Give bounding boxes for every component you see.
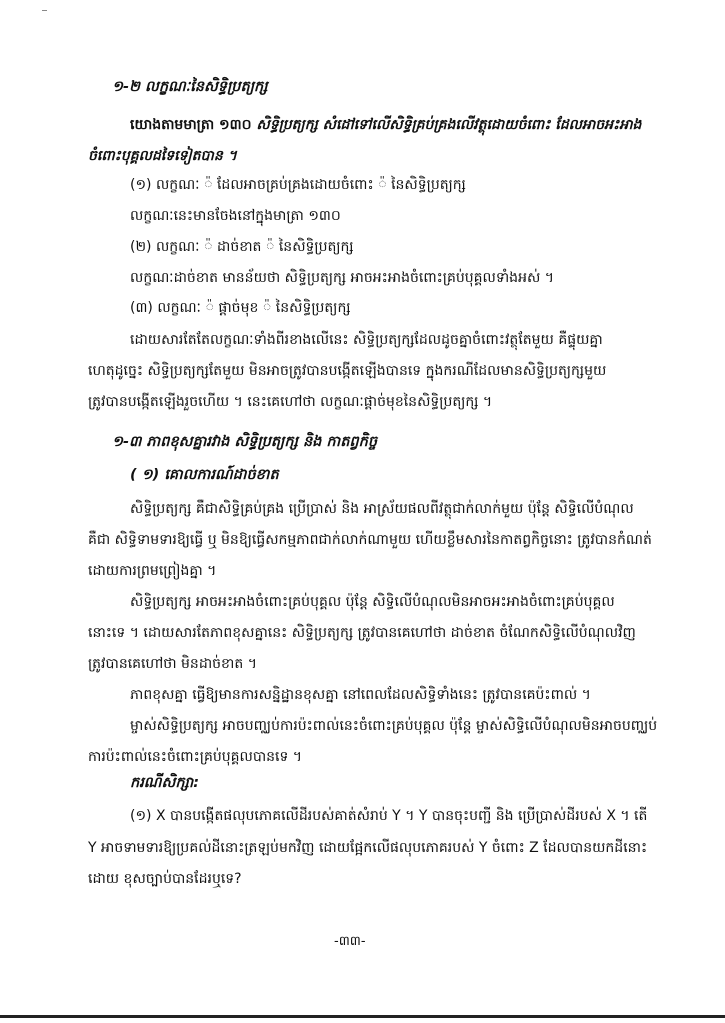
body-line: ការប៉ះពាល់នេះចំពោះគ្រប់បុគ្គលបានទេ ។	[88, 749, 303, 765]
section-1-3-heading: ១-៣ ភាពខុសគ្នារវាង សិទ្ធិប្រត្យក្ស និង កាតព្វកិច្ច	[112, 434, 378, 450]
bottom-rule	[0, 1015, 725, 1018]
body-line: សិទ្ធិប្រត្យក្ស អាចអះអាងចំពោះគ្រប់បុគ្គល ប៉ុន្តែ សិទ្ធិលើបំណុលមិនអាចអះអាងចំពោះគ្រប់បុគ្គល	[130, 594, 615, 610]
case-study-line: (១) X បានបង្កើតផលុបភោគលើដីរបស់គាត់សំរាប់ Y ។ Y បានចុះបញ្ជី និង ប្រើប្រាស់ដីរបស់ X ។ តើ	[130, 808, 648, 824]
feature-2-text: លក្ខណៈដាច់ខាត មានន័យថា សិទ្ធិប្រត្យក្ស អាចអះអាងចំពោះគ្រប់បុគ្គលទាំងអស់ ។	[130, 270, 554, 286]
corner-mark	[42, 10, 47, 11]
absolute-principle-heading: ( ១) គោលការណ៍ដាច់ខាត	[130, 467, 279, 483]
body-line: ភាពខុសគ្នា ធ្វើឱ្យមានការសន្និដ្ឋានខុសគ្នា នៅពេលដែលសិទ្ធិទាំងនេះ ត្រូវបានគេប៉ះពាល់ ។	[130, 687, 591, 703]
feature-3-title: (៣) លក្ខណៈ ៉ ផ្តាច់មុខ ៉ នៃសិទ្ធិប្រត្យក្ស	[130, 300, 351, 316]
feature-1-title: (១) លក្ខណៈ ៉ ដែលអាចគ្រប់គ្រងដោយចំពោះ ៉ នៃសិទ្ធិប្រត្យក្ស	[130, 177, 466, 193]
body-line: គឺជា សិទ្ធិទាមទារឱ្យធ្វើ ឬ មិនឱ្យធ្វើសកម្មភាពជាក់លាក់ណាមួយ ហើយខ្លឹមសារនៃកាតព្វកិច្ចនោះ ត្រូវបានកំណត់	[88, 532, 652, 548]
body-line: ម្ចាស់សិទ្ធិប្រត្យក្ស អាចបញ្ឈប់ការប៉ះពាល់នេះចំពោះគ្រប់បុគ្គល ប៉ុន្តែ ម្ចាស់សិទ្ធិលើបំណុលមិនអាចបញ្ឈប់	[130, 718, 658, 734]
intro-paragraph-line-1	[130, 115, 641, 135]
intro-definition: សិទ្ធិប្រត្យក្ស សំដៅទៅលើសិទ្ធិគ្រប់គ្រងលើវត្ថុដោយចំពោះ ដែលអាចអះអាង	[256, 117, 642, 133]
body-line: ដោយការព្រមព្រៀងគ្នា ។	[88, 563, 217, 579]
feature-3-text-line-1: ដោយសារតែតែលក្ខណៈទាំងពីរខាងលើនេះ សិទ្ធិប្រត្យក្សដែលដូចគ្នាចំពោះវត្ថុតែមួយ គឺផ្ទុយគ្នា	[130, 332, 603, 348]
page-number: -៣៣-	[334, 934, 366, 949]
feature-3-text-line-3: ត្រូវបានបង្កើតឡើងរួចហើយ ។ នេះគេហៅថា លក្ខណៈផ្តាច់មុខនៃសិទ្ធិប្រត្យក្ស ។	[88, 394, 493, 410]
case-study-line: Y អាចទាមទារឱ្យប្រគល់ដីនោះត្រឡប់មកវិញ ដោយផ្អែកលើផលុបភោគរបស់ Y ចំពោះ Z ដែលបានយកដីនោះ	[88, 840, 648, 856]
case-study-heading: ករណីសិក្សា:	[130, 775, 200, 791]
case-study-line: ដោយ ខុសច្បាប់បានដែរឬទេ?	[88, 871, 242, 887]
body-line: សិទ្ធិប្រត្យក្ស គឺជាសិទ្ធិគ្រប់គ្រង ប្រើប្រាស់ និង អាស្រ័យផលពីវត្ថុជាក់លាក់មួយ ប៉ុន្តែ សិទ្ធិលើបំណុល	[130, 501, 634, 517]
intro-lead: យោងតាមមាត្រា ១៣០	[130, 117, 257, 133]
intro-paragraph-line-2: ចំពោះបុគ្គលដទៃទៀតបាន ។	[88, 148, 237, 164]
section-1-2-heading: ១-២ លក្ខណៈនៃសិទ្ធិប្រត្យក្ស	[112, 79, 268, 95]
body-line: ត្រូវបានគេហៅថា មិនដាច់ខាត ។	[88, 656, 257, 672]
body-line: នោះទេ ។ ដោយសារតែភាពខុសគ្នានេះ សិទ្ធិប្រត្យក្ស ត្រូវបានគេហៅថា ដាច់ខាត ចំណែកសិទ្ធិលើបំណុលវិញ	[88, 625, 636, 641]
feature-3-text-line-2: ហេតុដូច្នេះ សិទ្ធិប្រត្យក្សតែមួយ មិនអាចត្រូវបានបង្កើតឡើងបានទេ ក្នុងករណីដែលមានសិទ្ធិប្រត្យក្សមួយ	[88, 363, 607, 379]
feature-1-text: លក្ខណៈនេះមានចែងនៅក្នុងមាត្រា ១៣០	[130, 208, 341, 224]
feature-2-title: (២) លក្ខណៈ ៉ ដាច់ខាត ៉ នៃសិទ្ធិប្រត្យក្ស	[130, 239, 354, 255]
